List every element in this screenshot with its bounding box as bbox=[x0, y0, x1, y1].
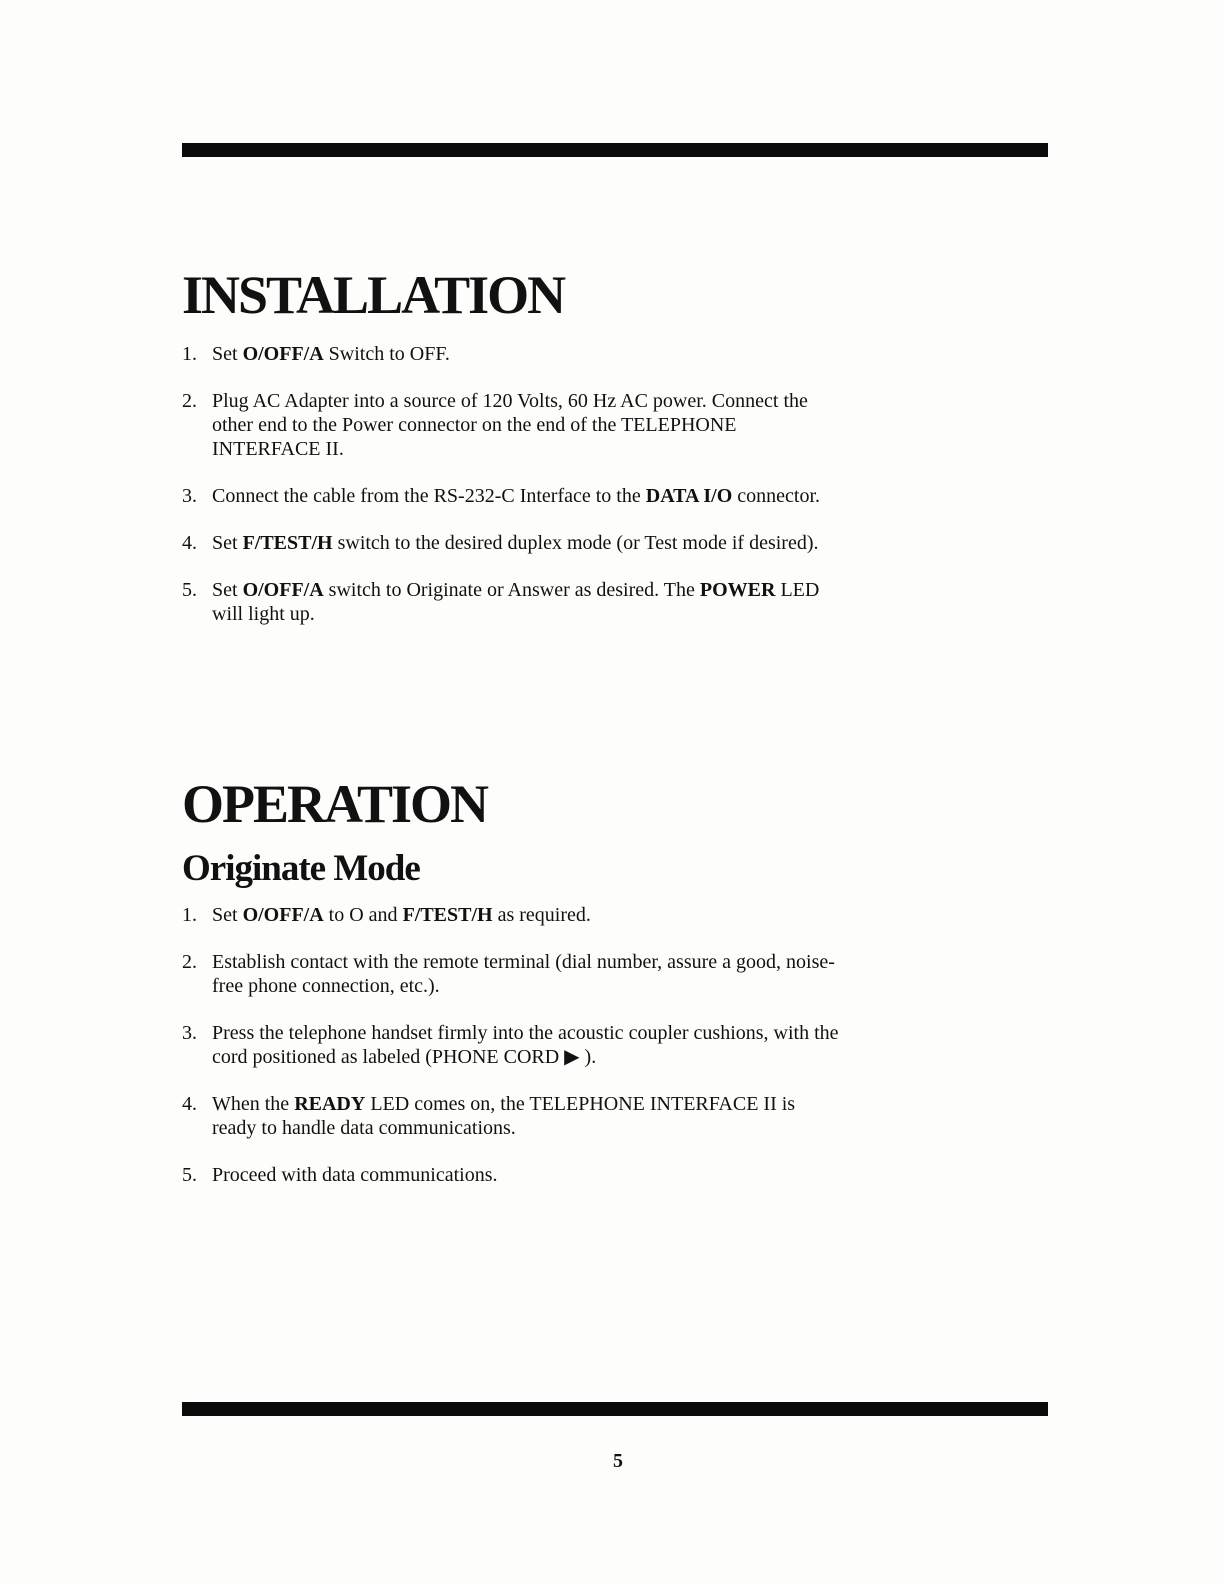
installation-heading: INSTALLATION bbox=[182, 265, 565, 325]
originate-steps bbox=[182, 903, 842, 1210]
originate-step-5 bbox=[182, 1163, 842, 1187]
switch-label: O/OFF/A bbox=[242, 579, 324, 601]
step-text: Plug AC Adapter into a source of 120 Volts, 60 Hz AC power. Connect the other end to the Power connector on the end of the TELEPHONE INTERFACE II. bbox=[212, 390, 808, 460]
switch-label: O/OFF/A bbox=[242, 904, 324, 926]
installation-step-2 bbox=[182, 389, 842, 461]
step-text: Press the telephone handset firmly into the acoustic coupler cushions, with the cord positioned as labeled (PHONE CORD ▶ ). bbox=[212, 1022, 839, 1068]
bottom-rule bbox=[182, 1402, 1048, 1416]
step-number: 5. bbox=[182, 1164, 197, 1186]
originate-mode-heading: Originate Mode bbox=[182, 848, 420, 889]
led-label: POWER bbox=[699, 579, 776, 601]
step-text: switch to Originate or Answer as desired. The bbox=[323, 579, 700, 601]
installation-steps bbox=[182, 342, 842, 649]
step-text: Switch to OFF. bbox=[323, 343, 450, 365]
led-label: READY bbox=[294, 1093, 366, 1115]
originate-step-4 bbox=[182, 1092, 842, 1140]
switch-label: F/TEST/H bbox=[402, 904, 493, 926]
step-text: Establish contact with the remote terminal (dial number, assure a good, noise-free phone connection, etc.). bbox=[212, 951, 835, 997]
originate-step-1 bbox=[182, 903, 842, 927]
top-rule bbox=[182, 143, 1048, 157]
step-number: 1. bbox=[182, 904, 197, 926]
connector-label: DATA I/O bbox=[645, 485, 733, 507]
step-text: switch to the desired duplex mode (or Test mode if desired). bbox=[332, 532, 819, 554]
step-number: 4. bbox=[182, 1093, 197, 1115]
step-text: LED comes on, the TELEPHONE INTERFACE II is ready to handle data communications. bbox=[212, 1093, 796, 1139]
installation-step-3 bbox=[182, 484, 842, 508]
step-text: to O and bbox=[323, 904, 403, 926]
step-number: 3. bbox=[182, 1022, 197, 1044]
step-text: Set bbox=[212, 579, 243, 601]
step-number: 2. bbox=[182, 951, 197, 973]
step-text: LED will light up. bbox=[212, 579, 820, 625]
step-number: 2. bbox=[182, 390, 197, 412]
installation-step-1 bbox=[182, 342, 842, 366]
step-number: 5. bbox=[182, 579, 197, 601]
step-text: Proceed with data communications. bbox=[212, 1164, 498, 1186]
step-text: Set bbox=[212, 904, 243, 926]
step-text: Connect the cable from the RS-232-C Interface to the bbox=[212, 485, 646, 507]
step-text: as required. bbox=[492, 904, 591, 926]
step-number: 3. bbox=[182, 485, 197, 507]
page-number: 5 bbox=[613, 1450, 623, 1472]
step-text: Set bbox=[212, 532, 243, 554]
step-text: Set bbox=[212, 343, 243, 365]
switch-label: F/TEST/H bbox=[242, 532, 333, 554]
step-number: 1. bbox=[182, 343, 197, 365]
originate-step-2 bbox=[182, 950, 842, 998]
step-text: When the bbox=[212, 1093, 295, 1115]
originate-step-3 bbox=[182, 1021, 842, 1069]
operation-heading: OPERATION bbox=[182, 774, 488, 834]
switch-label: O/OFF/A bbox=[242, 343, 324, 365]
step-text: connector. bbox=[732, 485, 820, 507]
installation-step-5 bbox=[182, 578, 842, 626]
step-number: 4. bbox=[182, 532, 197, 554]
installation-step-4 bbox=[182, 531, 842, 555]
